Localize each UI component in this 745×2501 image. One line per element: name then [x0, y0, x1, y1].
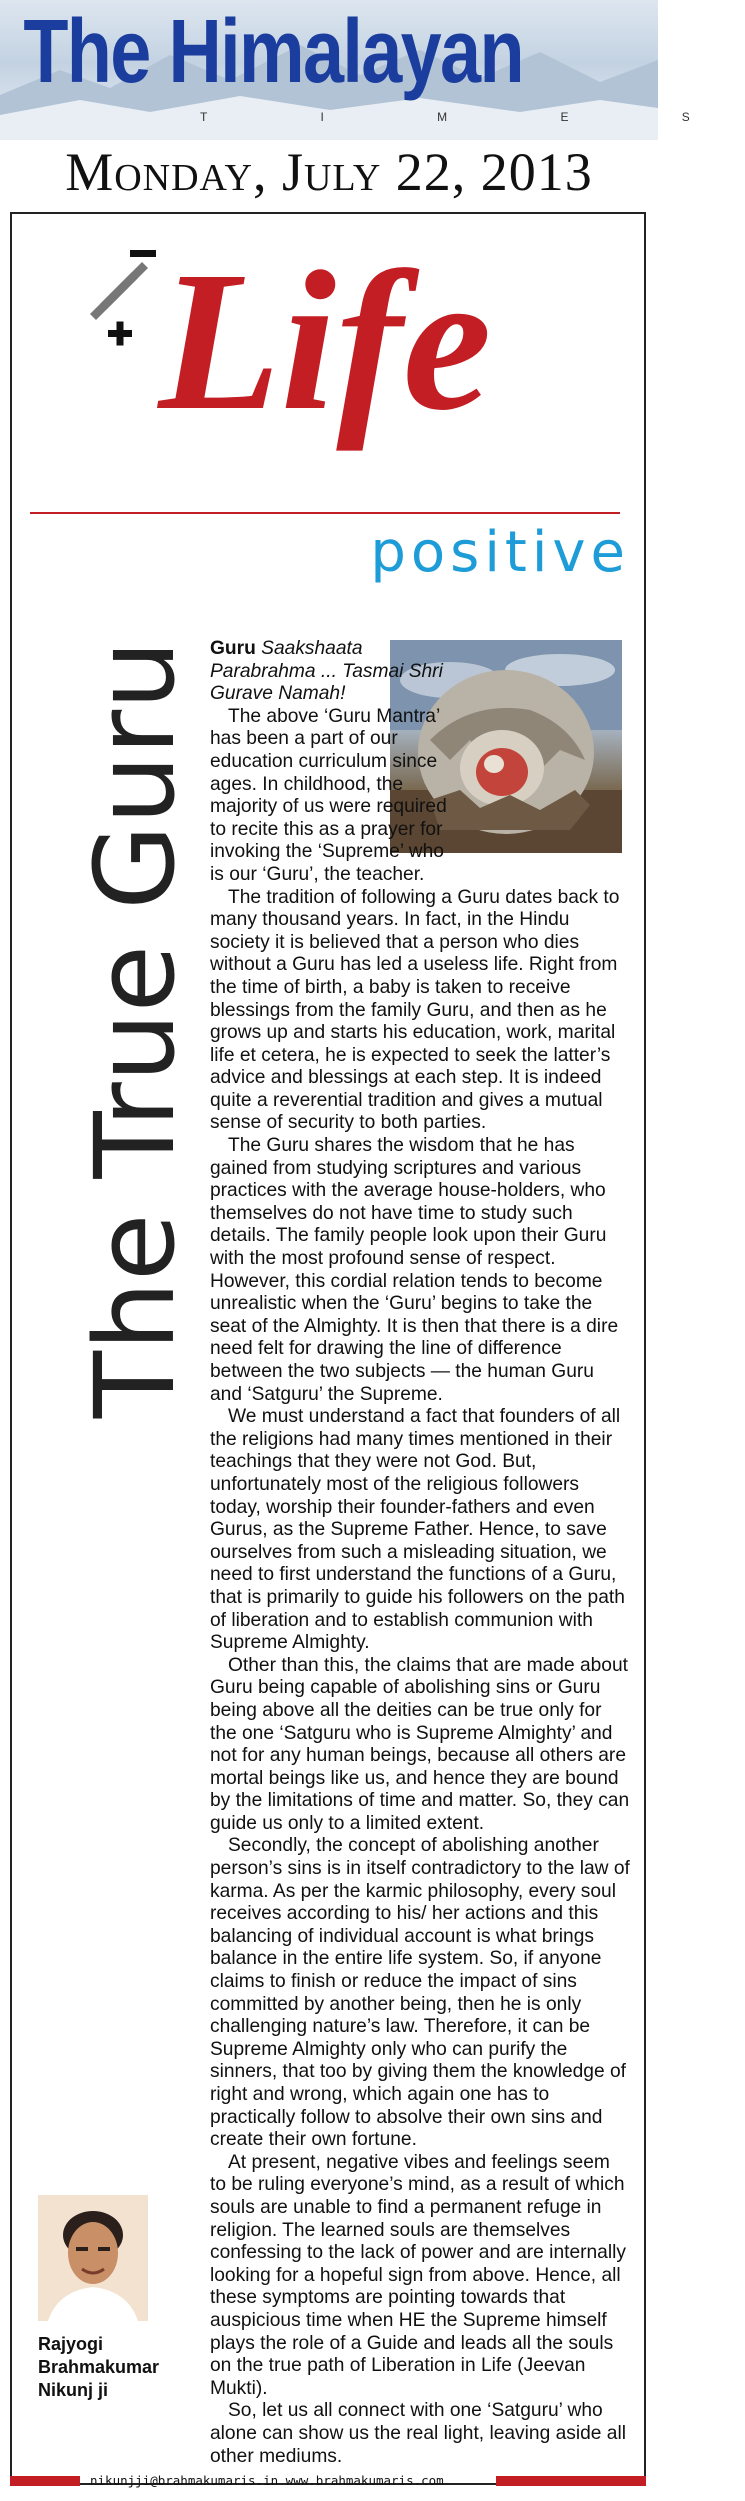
author-avatar [38, 2195, 148, 2321]
article-paragraph: The tradition of following a Guru dates back to many thousand years. In fact, in the Hindu society it is believed that a person who dies without a Guru has led a useless life. Right from the time of birth, a baby is taken to receive blessings from the family Guru, and then as he grows up and starts his education, work, marital life et cetera, he is expected to seek the latter’s advice and blessings at each step. It is indeed quite a reverential tradition and gives a mutual sense of security to both parties. [210, 886, 620, 1134]
issue-date: Monday, July 22, 2013 [65, 142, 593, 202]
article-paragraph: The above ‘Guru Mantra’ has been a part of our education curriculum since ages. In childhood, the majority of us were required to recite this as a prayer for invoking the ‘Supreme’ who is our ‘Guru’, the teacher. [210, 705, 447, 885]
article-paragraph: At present, negative vibes and feelings seem to be ruling everyone’s mind, as a result of which souls are unable to find a permanent refuge in religion. The learned souls are themselves confessing to the lack of power and are internally looking for a hopeful sign from above. Hence, all these symptoms are pointing towards that auspicious time when HE the Supreme himself plays the role of a Guide and leads all the souls on the true path of Liberation in Life (Jeevan Mukti). [210, 2151, 626, 2399]
author-order: Brahmakumar [38, 2357, 160, 2377]
section-subtitle: positive [370, 520, 630, 585]
section-divider [30, 512, 620, 514]
footer-accent-left [10, 2476, 80, 2486]
mantra-bold: Guru [210, 638, 256, 659]
section-title: Life [158, 231, 492, 452]
article-paragraph: So, let us all connect with one ‘Satguru’ who alone can show us the real light, leaving aside all other mediums. [210, 2400, 626, 2467]
newspaper-title: The Himalayan [23, 2, 523, 102]
image-wrap-spacer [460, 638, 630, 854]
author-portrait [38, 2195, 148, 2321]
footer [10, 2470, 646, 2492]
article-paragraph: The Guru shares the wisdom that he has gained from studying scriptures and various practices with the average house-holders, who themselves do not have time to study such details. The family people look upon their Guru with the most profound sense of respect. However, this cordial relation tends to become unrealistic when the ‘Guru’ begins to take the seat of the Almighty. It is then that there is a dire need felt for drawing the line of difference between the two subjects — the human Guru and ‘Satguru’ the Supreme. [210, 1135, 619, 1405]
author-title: Rajyogi [38, 2334, 104, 2354]
article-paragraph: Secondly, the concept of abolishing another person’s sins is in itself contradictory to the law of karma. As per the karmic philosophy, every soul receives according to his/ her actions and this balancing of individual account is what brings balance in the entire life system. So, if anyone claims to finish or reduce the impact of sins committed by another being, then he is only challenging nature’s law. Therefore, it can be Supreme Almighty only who can purify the sinners, that too by giving them the knowledge of right and wrong, which again one has to practically follow to absolve their own sins and create their own fortune. [210, 1835, 630, 2151]
footer-contact: nikunjji@brahmakumaris.in www.brahmakumaris.com [90, 2473, 444, 2488]
newspaper-subtitle: T I M E S [200, 110, 745, 124]
mantra-italic: Saakshaata Parabrahma ... Tasmai Shri Gurave Namah! [210, 638, 443, 705]
footer-accent-right [496, 2476, 646, 2486]
author-byline [38, 2333, 188, 2402]
masthead [0, 0, 745, 140]
article-headline: The True Guru [71, 640, 199, 1419]
article-paragraph: Other than this, the claims that are made about Guru being capable of abolishing sins or Guru being above all the deities can be true only for the one ‘Satguru who is Supreme Almighty’ and not for any human beings, because all others are mortal beings like us, and hence they are bound by the limitations of time and matter. So, they can guide us only to a limited extent. [210, 1654, 630, 1834]
author-name: Nikunj ji [38, 2380, 109, 2400]
article-body [210, 638, 630, 2468]
article-paragraph: We must understand a fact that founders of all the religions had many times mentioned in their teachings that they were not God. But, unfortunately most of the religious followers today, worship their founder-fathers and even Gurus, as the Supreme Father. Hence, to save ourselves from such a misleading situation, we need to first understand the functions of a Guru, that is primarily to guide his followers on the path of liberation and to establish communion with Supreme Almighty. [210, 1406, 625, 1654]
